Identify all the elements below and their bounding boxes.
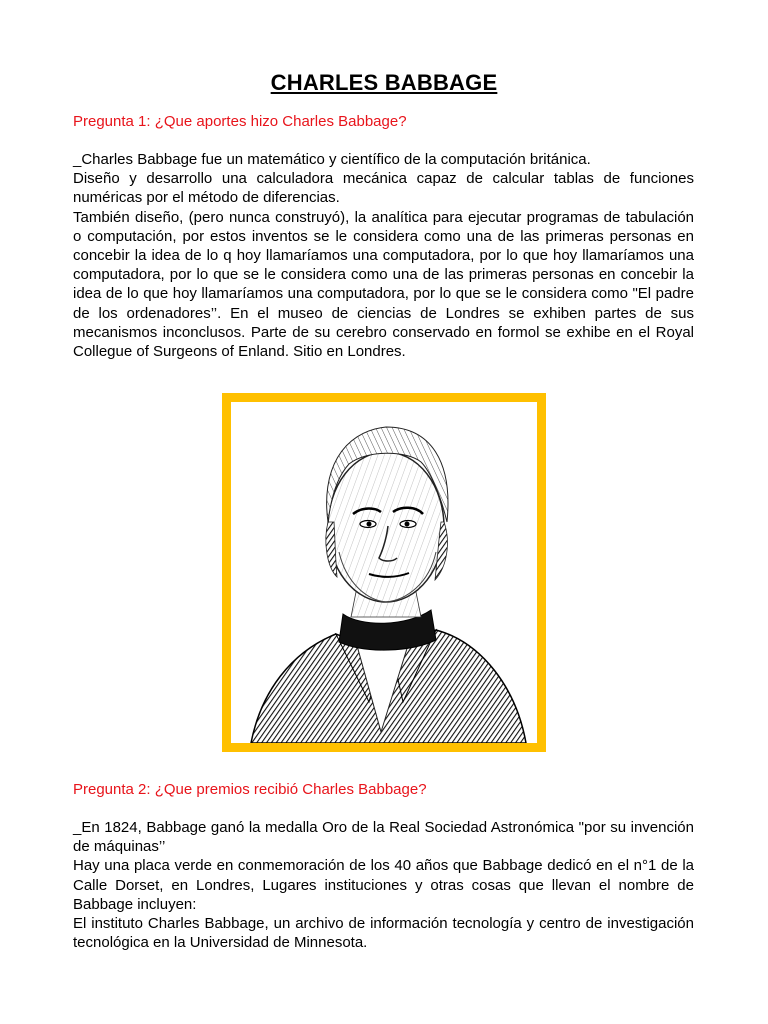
answer-2-body [73, 818, 694, 952]
document-title: CHARLES BABBAGE [270, 70, 498, 95]
answer-1-paragraph: _Charles Babbage fue un matemático y científico de la computación británica. [73, 151, 591, 168]
question-2-heading: Pregunta 2: ¿Que premios recibió Charles Babbage? [73, 781, 427, 798]
portrait-frame [222, 393, 546, 752]
answer-2-paragraph: _En 1824, Babbage ganó la medalla Oro de la Real Sociedad Astronómica "por su invención de máquinas’’ [73, 819, 694, 856]
question-1-heading: Pregunta 1: ¿Que aportes hizo Charles Babbage? [73, 113, 407, 130]
answer-1-body [73, 150, 694, 361]
answer-2-paragraph: Hay una placa verde en conmemoración de los 40 años que Babbage dedicó en el n°1 de la Calle Dorset, en Londres, Lugares instituciones y otras cosas que llevan el nombre de Babbage incluyen: [73, 857, 694, 913]
answer-1-paragraph: Diseño y desarrollo una calculadora mecánica capaz de calcular tablas de funciones numéricas por el método de diferencias. [73, 170, 694, 207]
answer-2-paragraph: El instituto Charles Babbage, un archivo de información tecnología y centro de investigación tecnológica en la Universidad de Minnesota. [73, 915, 694, 952]
answer-1-paragraph: También diseño, (pero nunca construyó), la analítica para ejecutar programas de tabulación o computación, por estos inventos se le considera como una de las primeras personas en concebir la idea de lo q hoy llamaríamos una computadora, por lo que hoy llamaríamos una computadora, por lo que se le considera como una de las primeras personas en concebir la idea de lo que hoy llamaríamos una computadora, por lo que se le considera como "El padre de los ordenadores’’. En el museo de ciencias de Londres se exhiben partes de sus mecanismos inconclusos. Parte de su cerebro conservado en formol se exhibe en el Royal Collegue of Surgeons of Enland. Sitio en Londres. [73, 208, 694, 361]
charles-babbage-portrait-image [231, 402, 537, 743]
